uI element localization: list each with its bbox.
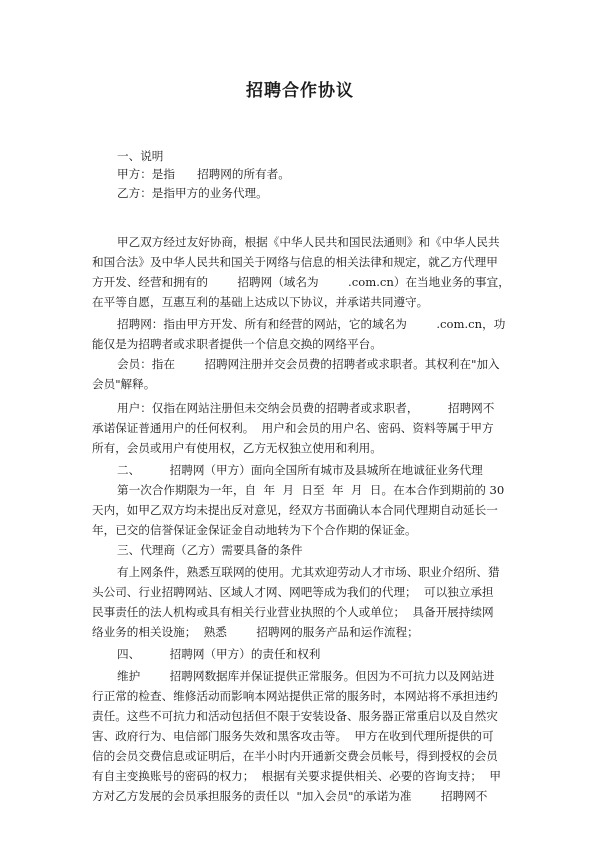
paragraph-line: 有上网条件，熟悉互联网的使用。尤其欢迎劳动人才市场、职业介绍所、猎 bbox=[117, 565, 500, 579]
section-heading-3: 三、代理商（乙方）需要具备的条件 bbox=[117, 543, 303, 557]
paragraph-line: 责任。这些不可抗力和活动包括但不限于安装设备、服务器正常重启以及自然灾 bbox=[92, 709, 498, 723]
paragraph-line: 络业务的相关设施； 熟悉 招聘网的服务产品和运作流程； bbox=[92, 625, 419, 639]
paragraph-line: 能仅是为招聘者或求职者提供一个信息交换的网络平台。 bbox=[92, 337, 382, 351]
section-heading-2: 二、 招聘网（甲方）面向全国所有城市及县城所在地诚征业务代理 bbox=[117, 463, 483, 477]
paragraph-line: 维护 招聘网数据库并保证提供正常服务。但因为不可抗力以及网站进 bbox=[117, 669, 495, 683]
paragraph-line: 甲乙双方经过友好协商，根据《中华人民共和国民法通则》和《中华人民共 bbox=[117, 235, 500, 249]
document-title: 招聘合作协议 bbox=[246, 81, 354, 101]
paragraph-line: 年，已交的信誉保证金保证金自动地转为下个合作期的保证金。 bbox=[92, 523, 417, 537]
paragraph-line: 用户：仅指在网站注册但未交纳会员费的招聘者或求职者， 招聘网不 bbox=[117, 401, 495, 415]
paragraph-line: 方对乙方发展的会员承担服务的责任以 "加入会员"的承诺为准 招聘网不 bbox=[92, 789, 488, 803]
paragraph-line: 方开发、经营和拥有的 招聘网（域名为 .com.cn）在当地业务的事宜， bbox=[92, 275, 510, 289]
paragraph-line: 信的会员交费信息或证明后，在半小时内开通新交费会员帐号，得到授权的会员 bbox=[92, 749, 498, 763]
paragraph-line: 害、政府行为、电信部门服务失效和黑客攻击等。 甲方在收到代理所提供的可 bbox=[92, 729, 494, 743]
paragraph-line: 会员：指在 招聘网注册并交会员费的招聘者或求职者。其权利在"加入 bbox=[117, 357, 500, 371]
paragraph-line: 民事责任的法人机构或具有相关行业营业执照的个人或单位； 具备开展持续网 bbox=[92, 605, 494, 619]
paragraph-line: 承诺保证普通用户的任何权利。 用户和会员的用户名、密码、资料等属于甲方 bbox=[92, 421, 494, 435]
paragraph-line: 有自主变换账号的密码的权力； 根据有关要求提供相关、必要的咨询支持； 甲 bbox=[92, 769, 501, 783]
section-heading-4: 四、 招聘网（甲方）的责任和权利 bbox=[117, 647, 321, 661]
paragraph-line: 天内，如甲乙双方均未提出反对意见，经双方书面确认本合同代理期自动延长一 bbox=[92, 503, 498, 517]
section-heading-1: 一、说明 bbox=[117, 149, 164, 163]
paragraph-line: 行正常的检查、维修活动而影响本网站提供正常的服务时，本网站将不承担违约 bbox=[92, 689, 498, 703]
paragraph-line: 所有，会员或用户有使用权，乙方无权独立使用和利用。 bbox=[92, 441, 382, 455]
paragraph-line: 会员"解释。 bbox=[92, 377, 156, 391]
paragraph-line: 头公司、行业招聘网站、区域人才网、网吧等成为我们的代理； 可以独立承担 bbox=[92, 585, 494, 599]
paragraph-line: 甲方：是指 招聘网的所有者。 bbox=[117, 167, 290, 181]
paragraph-line: 和国合法》及中华人民共和国关于网络与信息的相关法律和规定，就乙方代理甲 bbox=[92, 255, 498, 269]
paragraph-line: 招聘网：指由甲方开发、所有和经营的网站，它的域名为 .com.cn，功 bbox=[117, 317, 506, 331]
paragraph-line: 第一次合作期限为一年，自 年 月 日至 年 月 日。在本合作到期前的 30 bbox=[117, 483, 505, 497]
paragraph-line: 乙方：是指甲方的业务代理。 bbox=[117, 186, 268, 200]
paragraph-line: 在平等自愿，互惠互利的基础上达成以下协议，并承诺共同遵守。 bbox=[92, 295, 429, 309]
